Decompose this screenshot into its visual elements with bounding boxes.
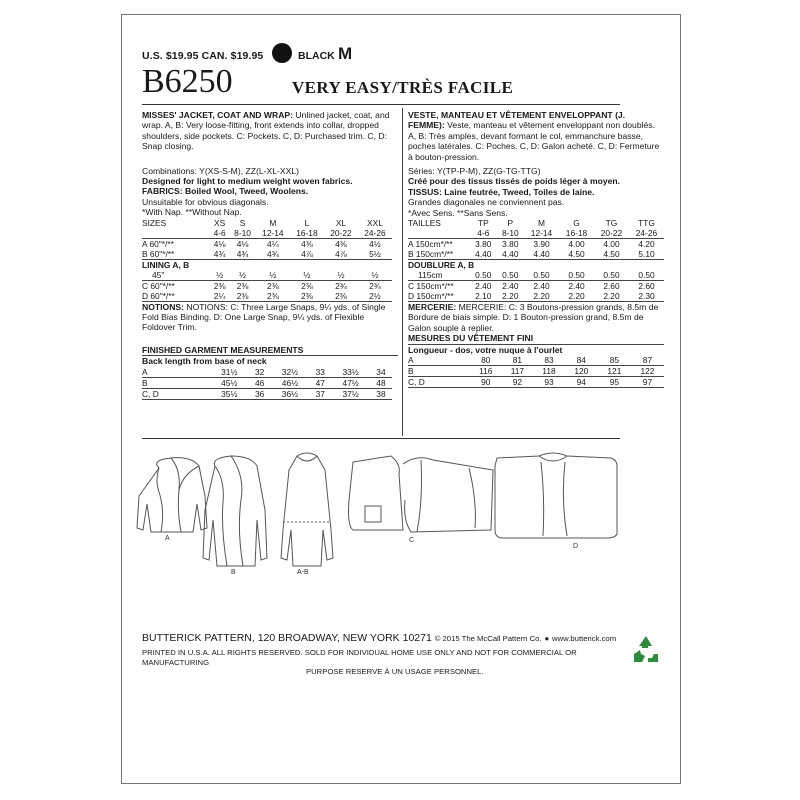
view-c-drawing — [349, 456, 494, 532]
notions: NOTIONS: NOTIONS: C: Three Large Snaps, 9¼ yds. of Single Fold Bias Binding. D: One Large Snap, 9¼ yds. of Flexible Foldover Trim. — [142, 301, 386, 333]
french-column — [408, 110, 664, 388]
color-label: BLACK — [298, 50, 335, 62]
measurements-table: A 31½ 32 32½ 33 33½ 34 B 45½ 46 46½ 47 47½ 48 C, D 35½ 36 36½ 37 37½ 38 — [142, 367, 392, 400]
view-d-drawing — [495, 453, 617, 538]
grandes: Grandes diagonales ne conviennent pas. — [408, 197, 565, 208]
label-a: A — [165, 535, 170, 542]
price: U.S. $19.95 CAN. $19.95 — [142, 50, 264, 62]
bottom-rule — [142, 438, 620, 439]
label-d: D — [573, 543, 579, 550]
mercerie: MERCERIE: MERCERIE: C: 3 Boutons-pression grands, 8.5m de Bordure de biais simple. D: 1 Bouton-pression grand, 8.5m de Galon souple à replier. — [408, 302, 659, 333]
mesures-table: A 80 81 83 84 85 87 B 116 117 118 120 121 122 C, D 90 92 93 94 95 97 — [408, 355, 664, 388]
top-rule — [142, 104, 620, 105]
size-letter: M — [338, 44, 353, 63]
view-b-drawing — [203, 456, 267, 566]
color-dot — [272, 43, 292, 63]
label-b: B — [231, 569, 236, 576]
english-column — [142, 110, 398, 400]
nap-note: *With Nap. **Without Nap. — [142, 207, 242, 218]
yardage-table: SIZES XS S M L XL XXL 4-6 8-10 12-14 16-18 20-22 24-26 A 60"*/** 4⅛ 4⅛ 4¼ 4⅜ 4⅜ 4½ B 60"*/** 4¾ 4¾ 4¾ 4⅞ 4⅞ 5½ LINING A, B 45" ½ ½ ½ ½ ½ ½ C 60"*/** 2⅜ 2⅜ 2⅜ 2⅜ 2¾ 2¾ D 60"*/** 2¼ 2⅜ 2⅜ 2⅜ 2⅜ 2½ — [142, 218, 392, 302]
difficulty: VERY EASY/TRÈS FACILE — [292, 78, 514, 97]
column-divider — [402, 108, 403, 436]
cree-pour: Créé pour des tissus tissés de poids léger à moyen. — [408, 176, 621, 187]
metrage-table: TAILLES TP P M G TG TTG 4-6 8-10 12-14 16-18 20-22 24-26 A 150cm*/** 3.80 3.80 3.90 4.00 4.00 4.20 B 150cm*/** 4.40 4.40 4.40 4.50 4.50 5.10 DOUBLURE A, B 115cm 0.50 0.50 0.50 0.50 0.50 0.50 C 150cm*/** 2.40 2.40 2.40 2.40 2.60 2.60 D 150cm*/** 2.10 2.20 2.20 2.20 2.20 2.30 — [408, 218, 664, 302]
company-line: BUTTERICK PATTERN, 120 BROADWAY, NEW YORK 10271 © 2015 The McCall Pattern Co. ● www.butterick.com — [142, 632, 617, 644]
fabrics: FABRICS: Boiled Wool, Tweed, Woolens. — [142, 186, 309, 197]
longueur: Longueur - dos, votre nuque à l'ourlet — [408, 344, 563, 355]
description: MISSES' JACKET, COAT AND WRAP: Unlined jacket, coat, and wrap. A, B: Very loose-fitting, front extends into collar, dropped shoulders, side pockets. C: Pockets. C, D: Purchased trim. C, D: Snap closing. — [142, 110, 390, 152]
sens-note: *Avec Sens. **Sans Sens. — [408, 207, 508, 218]
garment-drawings — [121, 440, 681, 590]
series: Séries: Y(TP-P-M), ZZ(G-TG-TTG) — [408, 166, 541, 177]
mesures-title: MESURES DU VÊTEMENT FINI — [408, 333, 664, 344]
label-ab: A-B — [297, 569, 309, 576]
finished-title: FINISHED GARMENT MEASUREMENTS — [142, 345, 398, 356]
unsuitable: Unsuitable for obvious diagonals. — [142, 196, 269, 207]
printed-notice: PRINTED IN U.S.A. ALL RIGHTS RESERVED. SOLD FOR INDIVIDUAL HOME USE ONLY AND NOT FOR COMMERCIAL OR MANUFACTURING PURPOSE RESERVE À UN USAGE PERSONNEL. — [142, 648, 577, 677]
view-a-drawing — [137, 458, 207, 532]
view-ab-drawing — [281, 453, 333, 566]
recycle-icon — [628, 632, 664, 668]
pattern-number: B6250 — [142, 63, 233, 100]
label-c: C — [409, 537, 415, 544]
designed-for: Designed for light to medium weight woven fabrics. — [142, 176, 353, 187]
back-length: Back length from base of neck — [142, 356, 267, 367]
combinations: Combinations: Y(XS-S-M), ZZ(L-XL-XXL) — [142, 165, 299, 176]
description-fr: VESTE, MANTEAU ET VÊTEMENT ENVELOPPANT (J. FEMME): Veste, manteau et vêtement enveloppant non doublés. A, B: Très amples, devant formant le col, emmanchure basse, poches latérales. C: Poches. C, D: Galon acheté. C, D: Fermeture à bouton-pression. — [408, 110, 660, 162]
tissus: TISSUS: Laine feutrée, Tweed, Toiles de laine. — [408, 186, 595, 197]
